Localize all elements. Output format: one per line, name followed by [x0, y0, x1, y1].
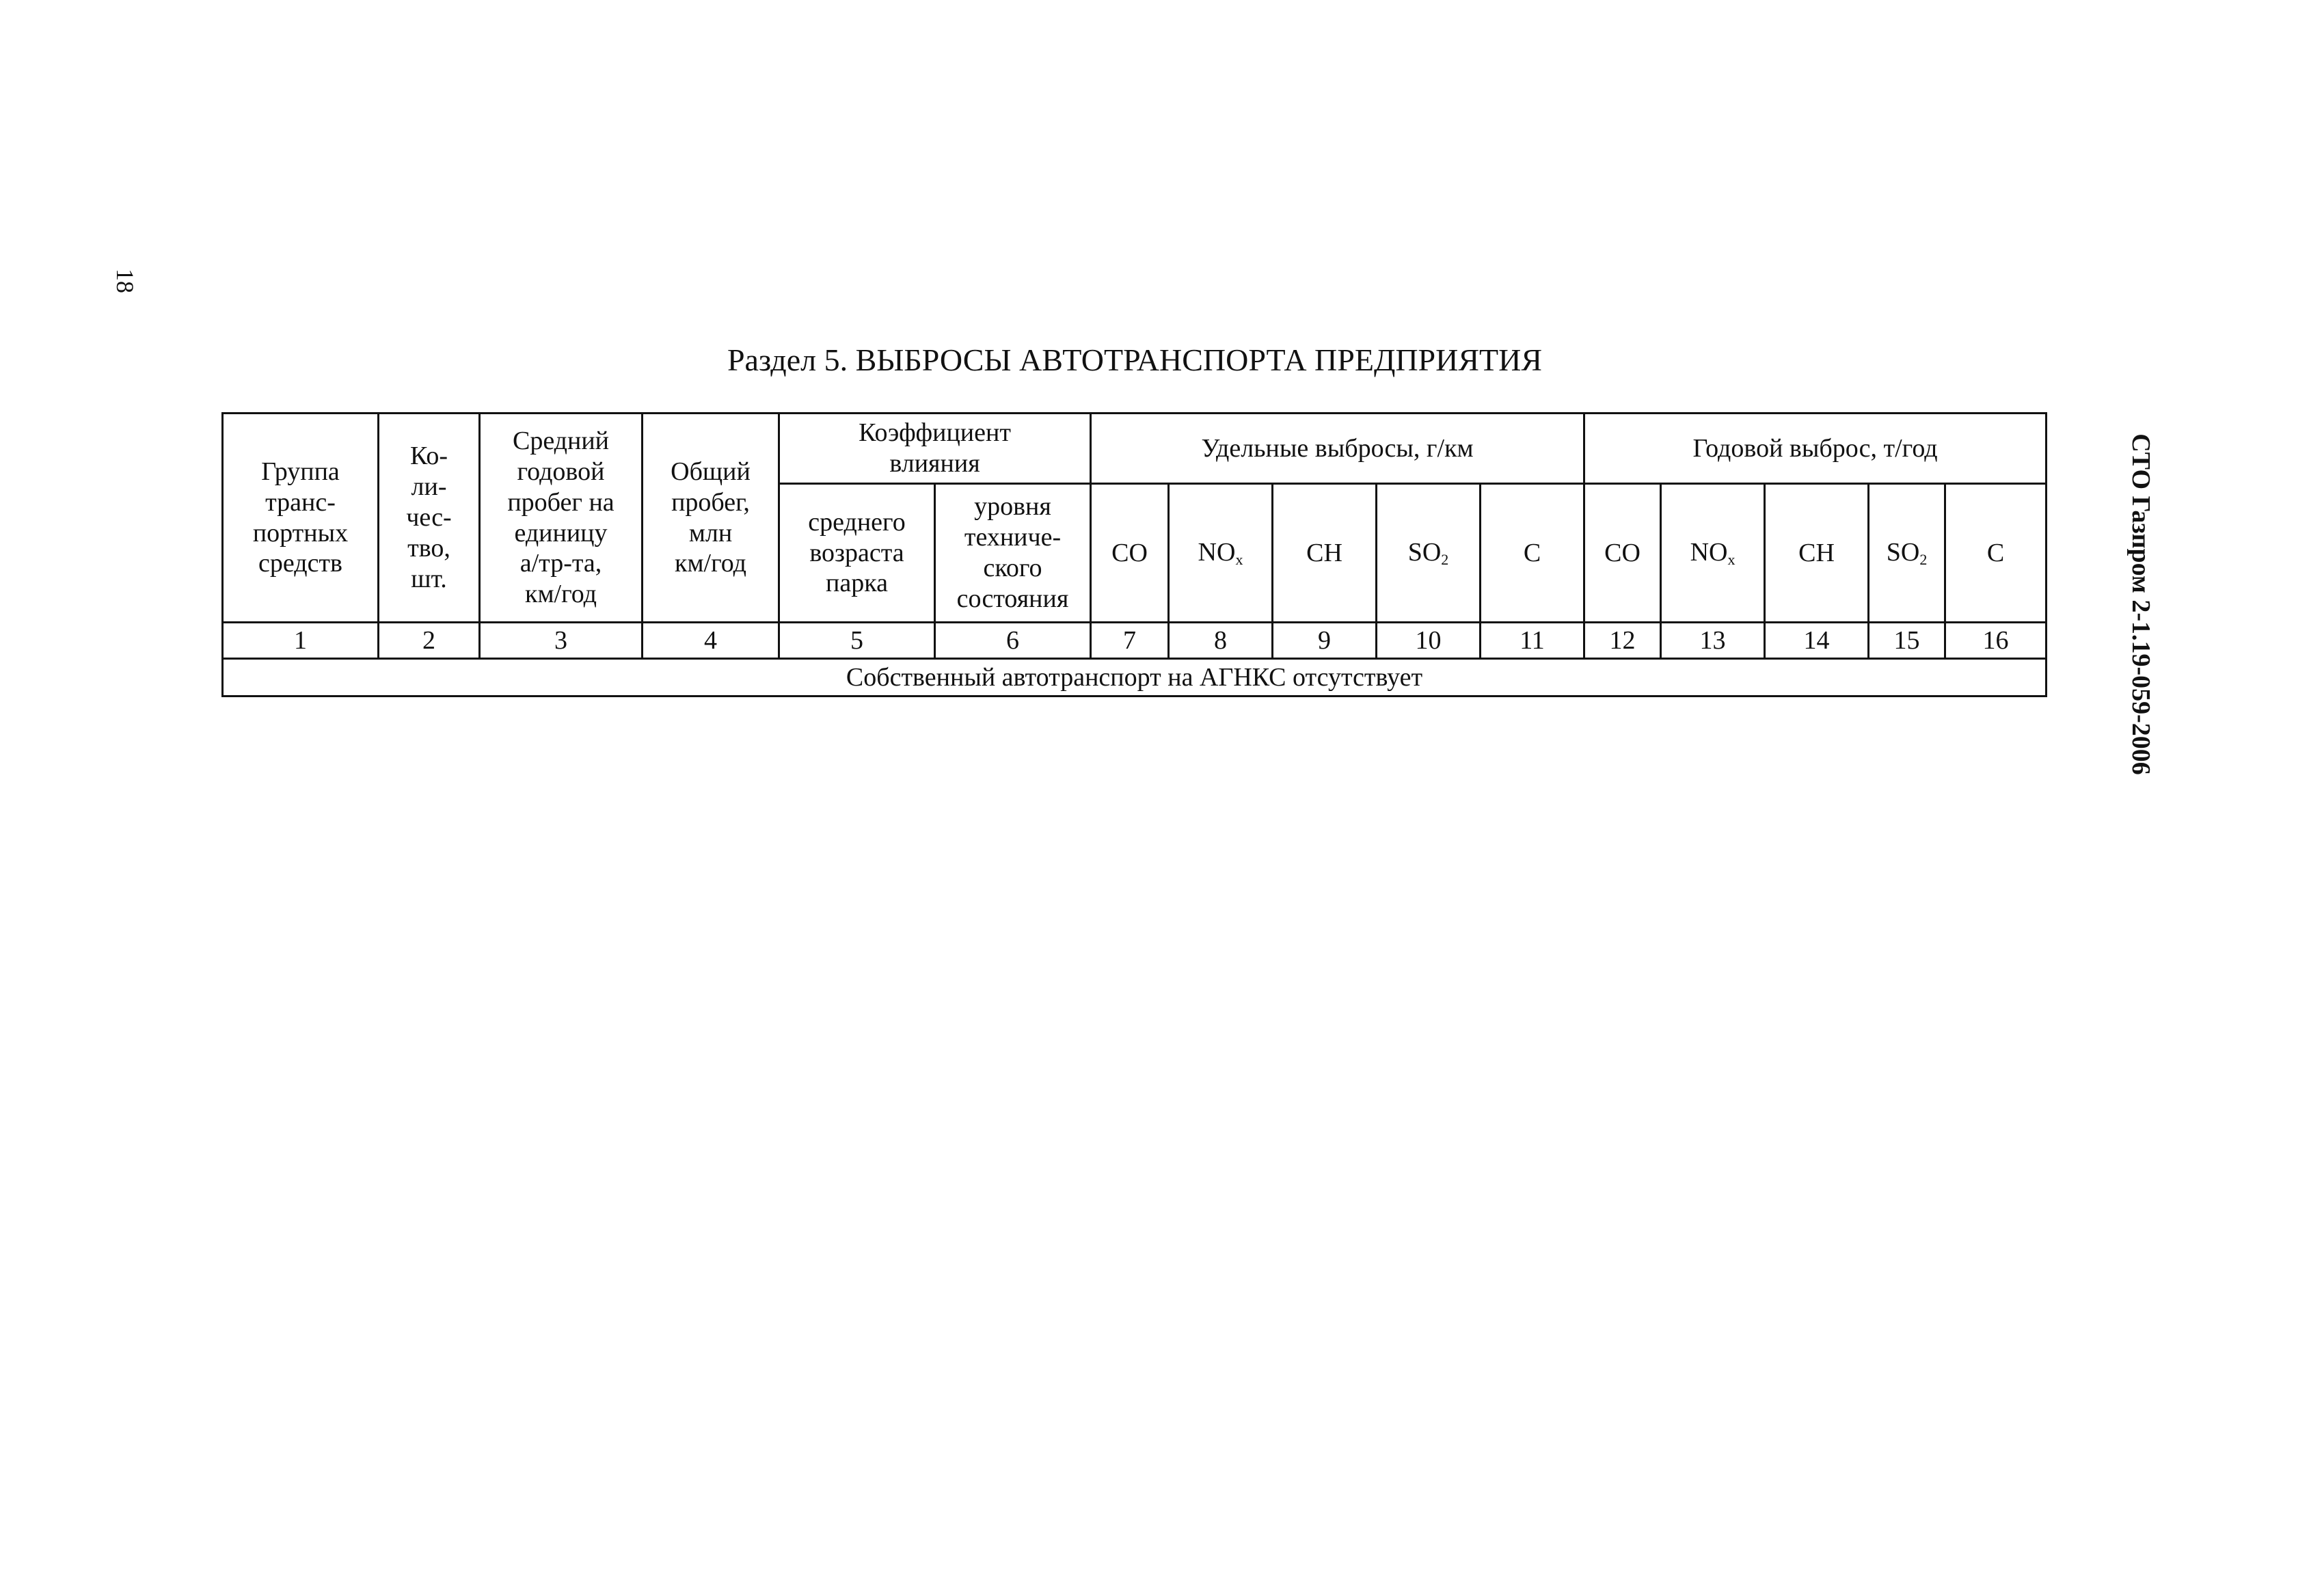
column-number: 7: [1091, 623, 1169, 659]
header-influence-coefficient: Коэффициент влияния: [779, 414, 1091, 484]
header-total-mileage: Общий пробег, млн км/год: [643, 414, 779, 623]
header-annual-co: CO: [1584, 484, 1661, 623]
column-number: 8: [1169, 623, 1273, 659]
header-coef-fleet-age: среднего возраста парка: [779, 484, 935, 623]
section-title: Раздел 5. ВЫБРОСЫ АВТОТРАНСПОРТА ПРЕДПРИЯТИЯ: [727, 342, 1543, 377]
column-number: 6: [935, 623, 1091, 659]
header-annual-so2: $SO_2$: [1869, 484, 1945, 623]
header-average-annual-mileage: Средний годовой пробег на единицу а/тр-та, км/год: [480, 414, 643, 623]
column-number-row: [223, 623, 2047, 659]
header-specific-c: C: [1481, 484, 1584, 623]
column-number: 10: [1377, 623, 1481, 659]
header-specific-co: CO: [1091, 484, 1169, 623]
column-number: 15: [1869, 623, 1945, 659]
column-number: 13: [1661, 623, 1765, 659]
document-code: СТО Газпром 2-1.19-059-2006: [2126, 433, 2155, 775]
header-specific-nox: $NO_x$: [1169, 484, 1273, 623]
column-number: 4: [643, 623, 779, 659]
header-specific-so2: $SO_2$: [1377, 484, 1481, 623]
header-count: Ко- ли- чес- тво, шт.: [379, 414, 480, 623]
column-number: 9: [1273, 623, 1377, 659]
column-number: 2: [379, 623, 480, 659]
column-number: 14: [1765, 623, 1869, 659]
header-annual-ch: CH: [1765, 484, 1869, 623]
column-number: 11: [1481, 623, 1584, 659]
column-number: 3: [480, 623, 643, 659]
header-specific-ch: CH: [1273, 484, 1377, 623]
column-number: 5: [779, 623, 935, 659]
header-vehicle-group: Группа транс- портных средств: [223, 414, 379, 623]
header-annual-c: C: [1945, 484, 2047, 623]
header-annual-nox: $NO_x$: [1661, 484, 1765, 623]
column-number: 12: [1584, 623, 1661, 659]
column-number: 1: [223, 623, 379, 659]
header-specific-emissions: Удельные выбросы, г/км: [1091, 414, 1584, 484]
header-annual-emission: Годовой выброс, т/год: [1584, 414, 2047, 484]
page-number: 18: [111, 269, 139, 293]
header-coef-technical-state: уровня техниче- ского состояния: [935, 484, 1091, 623]
no-vehicles-note: Собственный автотранспорт на АГНКС отсутствует: [223, 659, 2047, 696]
vehicle-emissions-table: [221, 412, 2047, 697]
column-number: 16: [1945, 623, 2047, 659]
